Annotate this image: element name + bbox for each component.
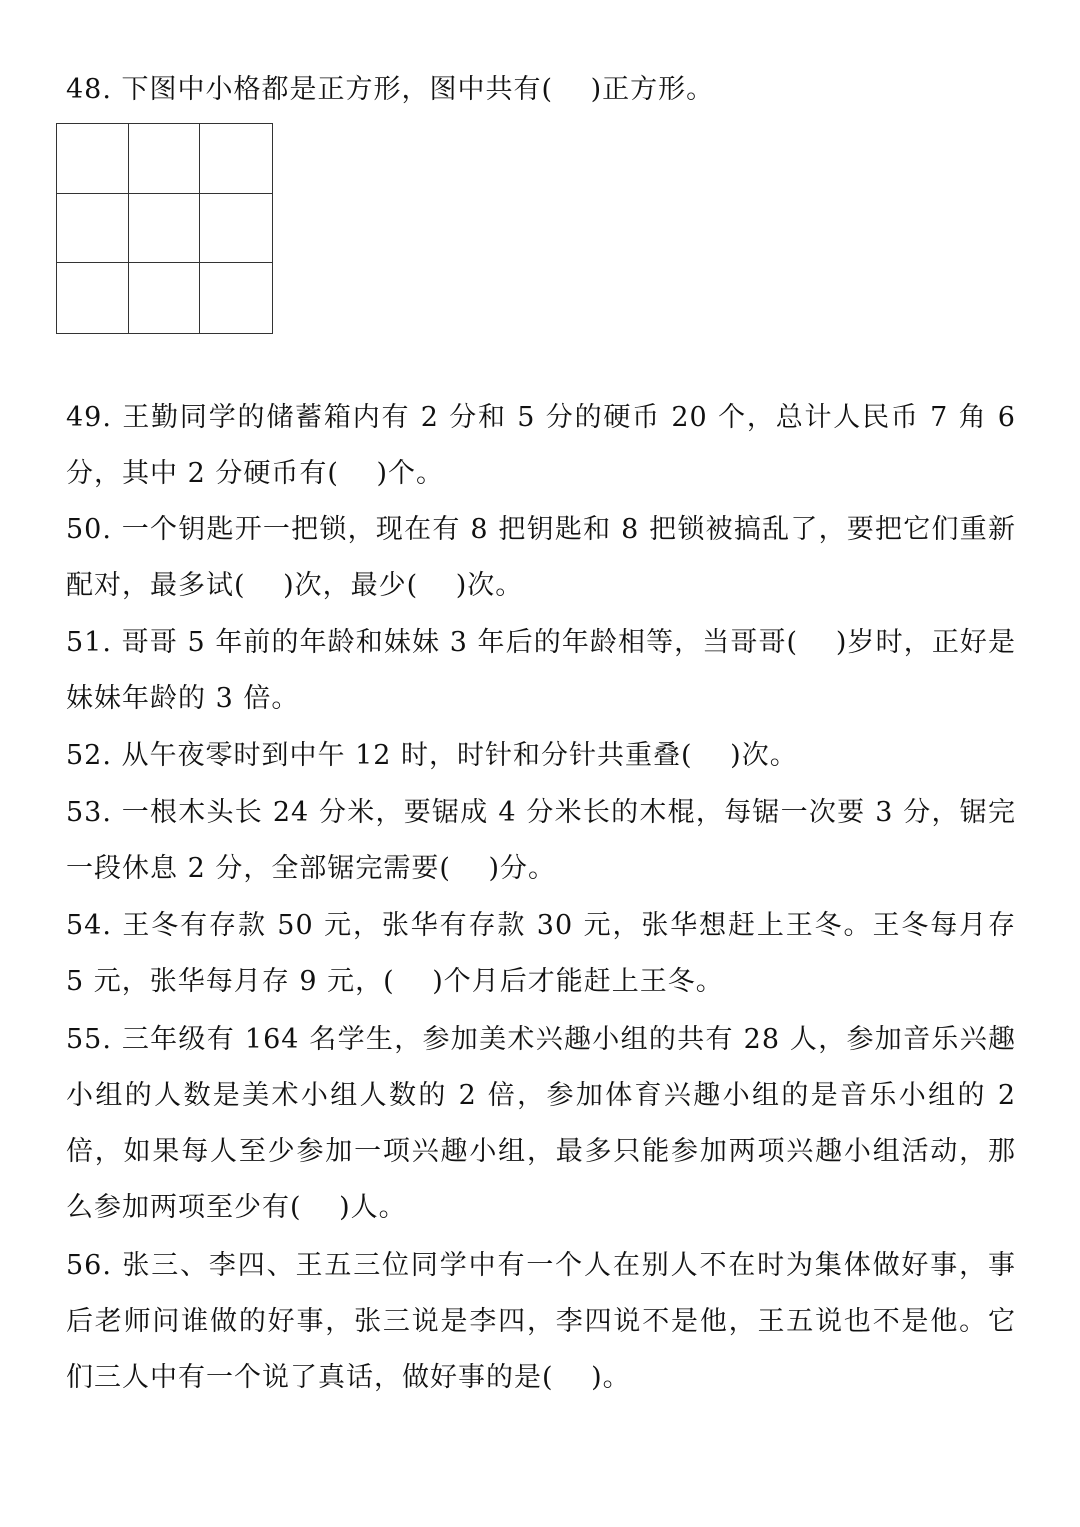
grid-cell: [200, 124, 272, 194]
question-53: 53. 一根木头长 24 分米，要锯成 4 分米长的木棍，每锯一次要 3 分，锯完一段休息 2 分，全部锯完需要( )分。: [66, 797, 1016, 884]
grid-cell: [129, 194, 201, 264]
question-56: 56. 张三、李四、王五三位同学中有一个人在别人不在时为集体做好事，事后老师问谁做的好事，张三说是李四，李四说不是他，王五说也不是他。它们三人中有一个说了真话，做好事的是( )。: [66, 1250, 1016, 1393]
question-48: 48. 下图中小格都是正方形，图中共有( )正方形。: [66, 74, 715, 105]
question-50: 50. 一个钥匙开一把锁，现在有 8 把钥匙和 8 把锁被搞乱了，要把它们重新配对，最多试( )次，最少( )次。: [66, 514, 1016, 601]
question-54: 54. 王冬有存款 50 元，张华有存款 30 元，张华想赶上王冬。王冬每月存 5 元，张华每月存 9 元，( )个月后才能赶上王冬。: [66, 910, 1016, 997]
grid-cell: [129, 124, 201, 194]
grid-cell: [57, 194, 129, 264]
grid-cell: [200, 263, 272, 333]
question-52: 52. 从午夜零时到中午 12 时，时针和分针共重叠( )次。: [66, 740, 798, 771]
question-51: 51. 哥哥 5 年前的年龄和妹妹 3 年后的年龄相等，当哥哥( )岁时，正好是妹妹年龄的 3 倍。: [66, 627, 1016, 714]
grid-cell: [57, 263, 129, 333]
question-55: 55. 三年级有 164 名学生，参加美术兴趣小组的共有 28 人，参加音乐兴趣小组的人数是美术小组人数的 2 倍，参加体育兴趣小组的是音乐小组的 2 倍，如果每人至少参加一项兴趣小组，最多只能参加两项兴趣小组活动，那么参加两项至少有( )人。: [66, 1024, 1016, 1223]
grid-cell: [57, 124, 129, 194]
grid-cell: [200, 194, 272, 264]
square-grid-figure: [56, 123, 273, 334]
question-49: 49. 王勤同学的储蓄箱内有 2 分和 5 分的硬币 20 个，总计人民币 7 角 6 分，其中 2 分硬币有( )个。: [66, 402, 1016, 489]
grid-cell: [129, 263, 201, 333]
